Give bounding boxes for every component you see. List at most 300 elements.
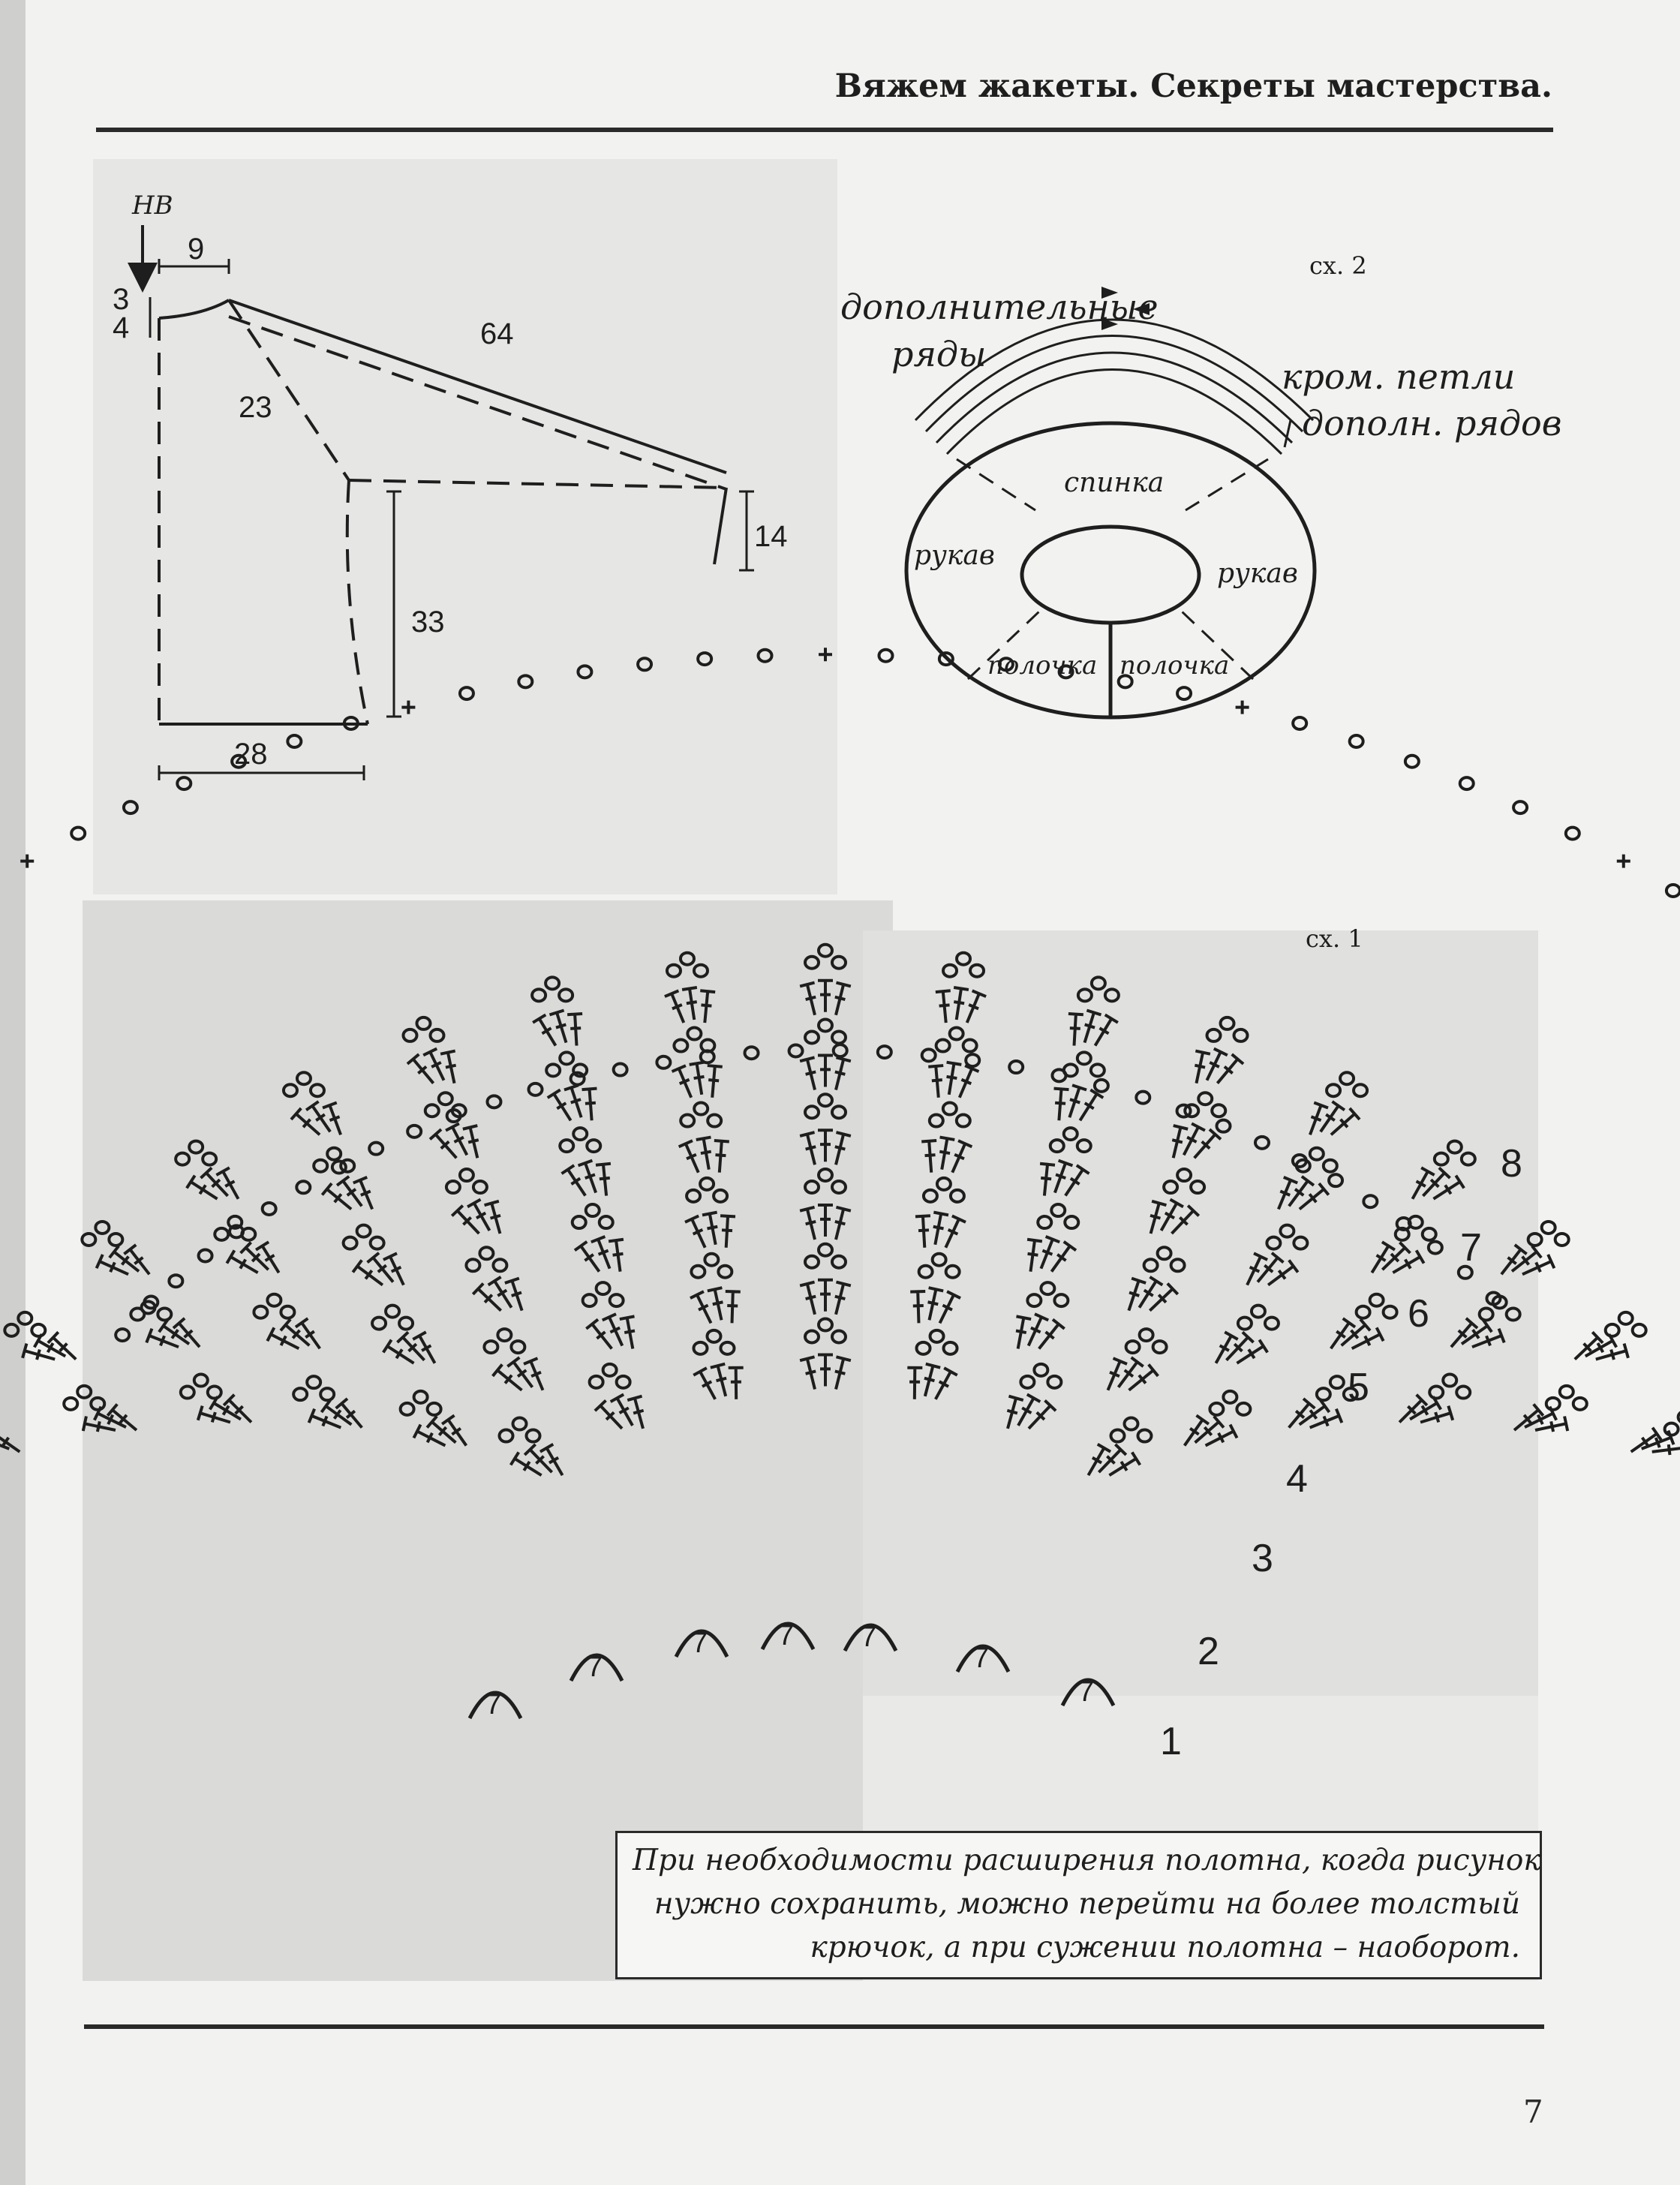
chain-stitch-symbol	[487, 1096, 500, 1108]
chain-stitch-symbol	[1092, 977, 1105, 989]
chain-stitch-symbol	[372, 1318, 386, 1330]
tip-box	[615, 1831, 1542, 1979]
chain-stitch-symbol	[694, 1103, 708, 1115]
double-crochet-symbol	[947, 1062, 962, 1095]
page-number: 7	[1523, 2093, 1543, 2130]
chain-stitch-symbol	[1212, 1105, 1225, 1117]
double-crochet-symbol	[907, 1368, 922, 1399]
chain-stitch-symbol	[1038, 1216, 1051, 1228]
chain-stitch-symbol	[1153, 1341, 1167, 1353]
single-crochet-symbol	[401, 701, 415, 714]
double-crochet-symbol	[1310, 1102, 1328, 1135]
row-label-4: 4	[1286, 1457, 1308, 1501]
chain-stitch-symbol	[254, 1306, 267, 1318]
hv-label: НВ	[132, 191, 173, 221]
row-label-2: 2	[1198, 1630, 1219, 1673]
double-crochet-symbol	[818, 1355, 833, 1387]
double-crochet-symbol	[1108, 1358, 1127, 1390]
chain-stitch-symbol	[546, 1064, 560, 1076]
double-crochet-symbol	[696, 1138, 711, 1170]
chain-count-label: 7	[692, 1627, 708, 1659]
raglan-line	[229, 300, 349, 480]
sleeve-right-label: рукав	[1217, 558, 1298, 589]
chain-stitch-symbol	[1255, 1137, 1269, 1149]
double-crochet-symbol	[533, 1014, 555, 1045]
chain-stitch-symbol	[1198, 1092, 1212, 1105]
dim-hem: 28	[234, 738, 268, 771]
chain-stitch-symbol	[1095, 1080, 1108, 1092]
chain-stitch-symbol	[700, 1178, 714, 1190]
chain-stitch-symbol	[1363, 1195, 1377, 1207]
chain-stitch-symbol	[919, 1266, 933, 1278]
chain-stitch-symbol	[1054, 1294, 1068, 1306]
double-crochet-symbol	[1080, 1089, 1103, 1120]
double-crochet-symbol	[800, 1132, 816, 1165]
double-crochet-symbol	[835, 1057, 851, 1089]
chain-stitch-symbol	[1555, 1234, 1569, 1246]
dim-neck-width: 9	[188, 233, 205, 266]
chain-stitch-symbol	[1370, 1294, 1384, 1306]
extra-row-arc	[936, 353, 1292, 443]
chain-stitch-symbol	[759, 650, 772, 662]
chain-stitch-symbol	[1126, 1341, 1140, 1353]
chain-stitch-symbol	[832, 1032, 846, 1044]
double-crochet-symbol	[835, 1132, 851, 1165]
chain-stitch-symbol	[1221, 1017, 1234, 1029]
chain-stitch-symbol	[597, 1282, 610, 1294]
chain-stitch-symbol	[369, 1143, 383, 1155]
dim-raglan: 23	[239, 391, 272, 424]
double-crochet-symbol	[452, 1206, 479, 1234]
chain-stitch-symbol	[1164, 1181, 1177, 1193]
double-crochet-symbol	[939, 1138, 954, 1170]
chain-stitch-symbol	[878, 1046, 891, 1058]
chain-stitch-symbol	[617, 1376, 630, 1388]
double-crochet-symbol	[1279, 1177, 1297, 1210]
double-crochet-symbol	[562, 1165, 586, 1195]
chain-stitch-symbol	[573, 1128, 587, 1140]
chain-stitch-symbol	[1280, 1225, 1294, 1237]
chain-stitch-symbol	[1330, 1376, 1344, 1388]
chain-stitch-symbol	[1171, 1259, 1185, 1271]
double-crochet-symbol	[915, 1216, 930, 1247]
chain-stitch-symbol	[386, 1306, 399, 1318]
double-crochet-symbol	[1040, 1164, 1055, 1196]
garment-schematic	[143, 225, 754, 780]
chain-stitch-symbol	[425, 1105, 439, 1117]
chain-stitch-symbol	[169, 1275, 182, 1287]
chain-stitch-symbol	[583, 1294, 597, 1306]
chain-stitch-symbol	[1191, 1181, 1204, 1193]
chain-stitch-symbol	[1027, 1294, 1041, 1306]
chain-stitch-symbol	[1429, 1242, 1442, 1254]
chain-stitch-symbol	[1144, 1259, 1158, 1271]
chain-stitch-symbol	[1460, 777, 1474, 789]
double-crochet-symbol	[945, 1216, 966, 1247]
chain-stitch-symbol	[284, 1084, 297, 1096]
double-crochet-symbol	[1068, 1014, 1083, 1045]
chain-stitch-symbol	[484, 1341, 497, 1353]
single-crochet-symbol	[1617, 855, 1630, 868]
raglan-divider	[957, 459, 1035, 510]
double-crochet-symbol	[524, 1358, 542, 1390]
double-crochet-symbol	[1027, 1240, 1042, 1272]
chain-stitch-symbol	[1606, 1324, 1619, 1336]
side-seam	[347, 480, 368, 724]
single-crochet-symbol	[819, 648, 832, 661]
chain-stitch-symbol	[586, 1204, 600, 1216]
double-crochet-symbol	[928, 1288, 944, 1320]
chain-stitch-symbol	[1158, 1247, 1171, 1259]
double-crochet-symbol	[835, 1282, 851, 1315]
chain-count-label: 7	[973, 1643, 990, 1674]
chain-stitch-symbol	[1051, 1204, 1065, 1216]
chain-stitch-symbol	[109, 1234, 122, 1246]
double-crochet-symbol	[800, 1207, 816, 1240]
double-crochet-symbol	[1217, 1054, 1243, 1083]
chain-count-label: 7	[485, 1689, 502, 1721]
chain-stitch-symbol	[1138, 1430, 1151, 1442]
chain-stitch-symbol	[1542, 1222, 1555, 1234]
double-crochet-symbol	[924, 1364, 940, 1396]
double-crochet-symbol	[1054, 1089, 1069, 1121]
chain-stitch-symbol	[320, 1388, 334, 1400]
row-label-3: 3	[1252, 1537, 1273, 1580]
chain-stitch-symbol	[832, 1106, 846, 1118]
double-crochet-symbol	[596, 1164, 611, 1196]
chain-stitch-symbol	[1064, 1128, 1077, 1140]
chain-stitch-symbol	[314, 1160, 327, 1172]
chain-stitch-symbol	[1480, 1309, 1493, 1321]
sleeve-upper-dashed	[229, 317, 726, 489]
double-crochet-symbol	[936, 990, 951, 1023]
chain-stitch-symbol	[667, 965, 681, 977]
chain-stitch-symbol	[71, 828, 85, 840]
chain-stitch-symbol	[1513, 801, 1527, 813]
chain-stitch-symbol	[819, 1020, 832, 1032]
chain-stitch-symbol	[805, 1181, 819, 1193]
dim-neck-depth-2: 4	[113, 311, 130, 344]
chain-stitch-symbol	[1237, 1403, 1250, 1415]
chain-stitch-symbol	[1448, 1141, 1462, 1153]
chain-stitch-symbol	[718, 1266, 732, 1278]
row-label-6: 6	[1408, 1292, 1429, 1336]
edge-loop-pointer	[1285, 420, 1291, 447]
chain-stitch-symbol	[529, 1083, 542, 1096]
cuff-line	[714, 488, 726, 564]
chain-stitch-symbol	[287, 735, 301, 747]
double-crochet-symbol	[729, 1368, 744, 1399]
sleeve-left-label: рукав	[914, 540, 995, 571]
chain-stitch-symbol	[439, 1092, 452, 1105]
double-crochet-symbol	[1195, 1129, 1221, 1158]
chain-stitch-symbol	[1223, 1391, 1237, 1403]
chain-stitch-symbol	[819, 1094, 832, 1106]
row-label-7: 7	[1460, 1226, 1482, 1270]
chain-stitch-symbol	[1065, 1216, 1078, 1228]
double-crochet-symbol	[933, 1213, 948, 1245]
chain-stitch-symbol	[603, 1364, 617, 1376]
chain-stitch-symbol	[311, 1084, 324, 1096]
chain-stitch-symbol	[930, 1330, 944, 1342]
chain-count-label: 7	[587, 1652, 603, 1683]
chain-stitch-symbol	[1207, 1029, 1221, 1041]
chain-stitch-symbol	[946, 1266, 960, 1278]
chain-stitch-symbol	[600, 1216, 613, 1228]
scheme-2-title: сх. 2	[1309, 251, 1367, 280]
double-crochet-symbol	[548, 1089, 571, 1120]
chain-stitch-symbol	[1077, 1140, 1091, 1152]
chain-stitch-symbol	[1324, 1160, 1337, 1172]
chain-stitch-symbol	[933, 1254, 946, 1266]
chain-stitch-symbol	[834, 1044, 847, 1056]
double-crochet-symbol	[711, 1364, 726, 1396]
chain-stitch-symbol	[77, 1386, 91, 1398]
chain-stitch-symbol	[1435, 1153, 1448, 1165]
chain-stitch-symbol	[560, 1140, 573, 1152]
double-crochet-symbol	[835, 1357, 851, 1389]
chain-stitch-symbol	[819, 1319, 832, 1331]
double-crochet-symbol	[430, 1129, 456, 1158]
chain-stitch-symbol	[1077, 1052, 1091, 1064]
chain-stitch-symbol	[937, 1178, 951, 1190]
chain-stitch-symbol	[610, 1294, 624, 1306]
chain-stitch-symbol	[1294, 1237, 1307, 1249]
double-crochet-symbol	[685, 1216, 705, 1247]
chain-stitch-symbol	[176, 1153, 189, 1165]
chain-stitch-symbol	[1423, 1228, 1436, 1240]
chain-stitch-symbol	[1546, 1398, 1560, 1410]
double-crochet-symbol	[726, 1291, 741, 1323]
chain-stitch-symbol	[687, 1028, 701, 1040]
double-crochet-symbol	[1039, 1319, 1065, 1348]
chain-stitch-symbol	[203, 1153, 216, 1165]
chain-stitch-symbol	[819, 1169, 832, 1181]
chain-stitch-symbol	[1405, 756, 1419, 768]
chain-stitch-symbol	[930, 1115, 943, 1127]
chain-stitch-symbol	[1047, 1376, 1061, 1388]
double-crochet-symbol	[708, 1065, 723, 1098]
chain-stitch-symbol	[401, 1403, 414, 1415]
chain-stitch-symbol	[1217, 1120, 1231, 1132]
chain-stitch-symbol	[943, 965, 957, 977]
chain-stitch-symbol	[95, 1222, 109, 1234]
double-crochet-symbol	[1051, 1242, 1076, 1272]
tip-line-3: крючок, а при сужении полотна – наоборот.	[810, 1931, 1520, 1964]
chain-stitch-symbol	[1140, 1329, 1153, 1341]
chain-stitch-symbol	[267, 1294, 281, 1306]
double-crochet-symbol	[936, 1368, 957, 1399]
double-crochet-symbol	[818, 1130, 833, 1162]
double-crochet-symbol	[1150, 1283, 1177, 1310]
chain-stitch-symbol	[479, 1247, 493, 1259]
double-crochet-symbol	[609, 1240, 624, 1272]
single-crochet-symbol	[20, 855, 34, 868]
double-crochet-symbol	[567, 1014, 582, 1045]
double-crochet-symbol	[818, 1280, 833, 1312]
double-crochet-symbol	[1129, 1279, 1146, 1311]
chain-stitch-symbol	[64, 1398, 77, 1410]
chain-stitch-symbol	[1357, 1306, 1370, 1318]
yoke-inner-ellipse	[1022, 527, 1199, 623]
chain-stitch-symbol	[1136, 1092, 1150, 1104]
double-crochet-symbol	[967, 990, 986, 1023]
chain-stitch-symbol	[587, 1140, 600, 1152]
chain-stitch-symbol	[970, 965, 984, 977]
chain-stitch-symbol	[296, 1181, 310, 1193]
extra-row-arc	[947, 370, 1282, 455]
chain-stitch-symbol	[805, 1256, 819, 1268]
double-crochet-symbol	[323, 1102, 341, 1135]
row-label-8: 8	[1501, 1142, 1522, 1186]
chain-stitch-symbol	[1177, 1169, 1191, 1181]
double-crochet-symbol	[586, 1319, 612, 1348]
row-label-5: 5	[1348, 1366, 1369, 1409]
chain-stitch-symbol	[493, 1259, 506, 1271]
chain-stitch-symbol	[950, 1028, 963, 1040]
scheme-1-ghost-label: сх. 1	[1306, 924, 1363, 953]
chain-stitch-symbol	[1078, 989, 1092, 1001]
chain-stitch-symbol	[1528, 1234, 1542, 1246]
chain-stitch-symbol	[1462, 1153, 1475, 1165]
chain-stitch-symbol	[924, 1190, 937, 1202]
double-crochet-symbol	[353, 1177, 372, 1210]
chain-stitch-symbol	[1456, 1387, 1470, 1399]
double-crochet-symbol	[0, 1428, 20, 1452]
chain-stitch-symbol	[124, 801, 137, 813]
chain-stitch-symbol	[497, 1329, 511, 1341]
chain-stitch-symbol	[1350, 735, 1363, 747]
chain-stitch-symbol	[1009, 1061, 1023, 1073]
chain-stitch-symbol	[158, 1309, 171, 1321]
chain-stitch-symbol	[327, 1148, 341, 1160]
front-right-label: полочка	[1119, 651, 1230, 681]
chain-stitch-symbol	[1293, 717, 1306, 729]
chain-stitch-symbol	[691, 1266, 705, 1278]
dim-sleeve-length: 64	[480, 317, 514, 350]
chain-stitch-symbol	[1177, 687, 1191, 699]
double-crochet-symbol	[582, 1089, 597, 1121]
double-crochet-symbol	[505, 1279, 522, 1311]
chain-stitch-symbol	[832, 1256, 846, 1268]
chain-stitch-symbol	[293, 1388, 307, 1400]
tip-line-1: При необходимости расширения полотна, когда рисунок	[633, 1844, 1541, 1877]
chain-stitch-symbol	[1633, 1324, 1646, 1336]
neckline-curve	[159, 300, 229, 318]
chain-stitch-symbol	[116, 1329, 129, 1341]
double-crochet-symbol	[939, 1291, 960, 1323]
chain-stitch-symbol	[708, 1115, 721, 1127]
double-crochet-symbol	[928, 1065, 943, 1098]
chain-stitch-symbol	[1234, 1029, 1248, 1041]
chain-stitch-symbol	[936, 1040, 950, 1052]
double-crochet-symbol	[800, 1357, 816, 1389]
dim-neck-depth-1: 3	[113, 283, 130, 316]
chain-stitch-symbol	[91, 1398, 104, 1410]
sleeve-bottom-line	[349, 480, 726, 488]
chain-count-label: 7	[1078, 1676, 1095, 1708]
double-crochet-symbol	[679, 1141, 699, 1172]
sleeve-top-line	[229, 300, 726, 473]
chain-stitch-symbol	[966, 1054, 979, 1066]
chain-stitch-symbol	[957, 953, 970, 965]
extra-rows-label-1: дополнительные	[840, 287, 1159, 327]
chain-stitch-symbol	[532, 989, 545, 1001]
double-crochet-symbol	[910, 1291, 925, 1323]
chain-stitch-symbol	[403, 1029, 416, 1041]
row-labels	[1160, 1142, 1522, 1763]
chain-stitch-symbol	[297, 1072, 311, 1084]
double-crochet-symbol	[672, 1065, 692, 1098]
chain-stitch-symbol	[687, 1190, 700, 1202]
chain-stitch-symbol	[466, 1259, 479, 1271]
chain-stitch-symbol	[263, 1203, 276, 1215]
chain-stitch-symbol	[1560, 1386, 1573, 1398]
chain-stitch-symbol	[1020, 1376, 1034, 1388]
dim-cuff: 14	[754, 520, 788, 553]
chain-stitch-symbol	[1210, 1403, 1223, 1415]
chain-stitch-symbol	[681, 953, 694, 965]
front-left-label: полочка	[987, 651, 1098, 681]
chain-stitch-symbol	[511, 1341, 524, 1353]
chain-stitch-symbol	[951, 1190, 964, 1202]
chain-stitch-symbol	[694, 965, 708, 977]
chain-stitch-symbol	[1124, 1418, 1138, 1430]
chain-stitch-symbol	[805, 1331, 819, 1343]
edge-loops-label-1: кром. петли	[1282, 356, 1516, 397]
chain-stitch-symbol	[1354, 1084, 1367, 1096]
chain-stitch-symbol	[407, 1126, 421, 1138]
double-crochet-symbol	[700, 990, 715, 1023]
double-crochet-symbol	[1029, 1400, 1056, 1428]
chain-stitch-symbol	[720, 1342, 734, 1354]
chain-stitch-symbol	[698, 653, 711, 665]
double-crochet-symbol	[800, 1057, 816, 1089]
double-crochet-symbol	[921, 1141, 936, 1173]
chain-stitch-symbol	[473, 1181, 487, 1193]
double-crochet-symbol	[800, 983, 816, 1015]
chain-stitch-symbol	[819, 945, 832, 957]
chain-stitch-symbol	[1265, 1318, 1279, 1330]
chain-stitch-symbol	[745, 1047, 759, 1059]
chain-stitch-symbol	[208, 1387, 221, 1399]
double-crochet-symbol	[818, 1056, 833, 1087]
chain-stitch-symbol	[963, 1040, 977, 1052]
edge-loops-label-2: дополн. рядов	[1302, 403, 1562, 443]
chain-stitch-symbol	[922, 1049, 936, 1061]
chain-stitch-symbol	[1267, 1237, 1280, 1249]
extra-rows-label-2: ряды	[891, 334, 987, 374]
chain-count-label: 7	[861, 1621, 877, 1653]
chain-stitch-symbol	[614, 1064, 627, 1076]
chain-stitch-symbol	[307, 1376, 320, 1388]
chain-stitch-symbol	[545, 977, 559, 989]
double-crochet-symbol	[693, 1368, 715, 1399]
chain-stitch-symbol	[879, 650, 892, 662]
chain-stitch-symbol	[1041, 1282, 1054, 1294]
double-crochet-symbol	[690, 1291, 711, 1323]
chain-stitch-symbol	[189, 1141, 203, 1153]
chain-stitch-symbol	[1091, 1064, 1104, 1076]
chain-stitch-symbol	[416, 1017, 430, 1029]
chain-stitch-symbol	[18, 1312, 32, 1324]
chain-stitch-symbol	[281, 1306, 294, 1318]
chain-stitch-symbol	[705, 1254, 718, 1266]
chain-stitch-symbol	[1340, 1072, 1354, 1084]
chain-stitch-symbol	[199, 1249, 212, 1261]
double-crochet-symbol	[595, 1400, 622, 1428]
chain-stitch-symbol	[832, 1331, 846, 1343]
